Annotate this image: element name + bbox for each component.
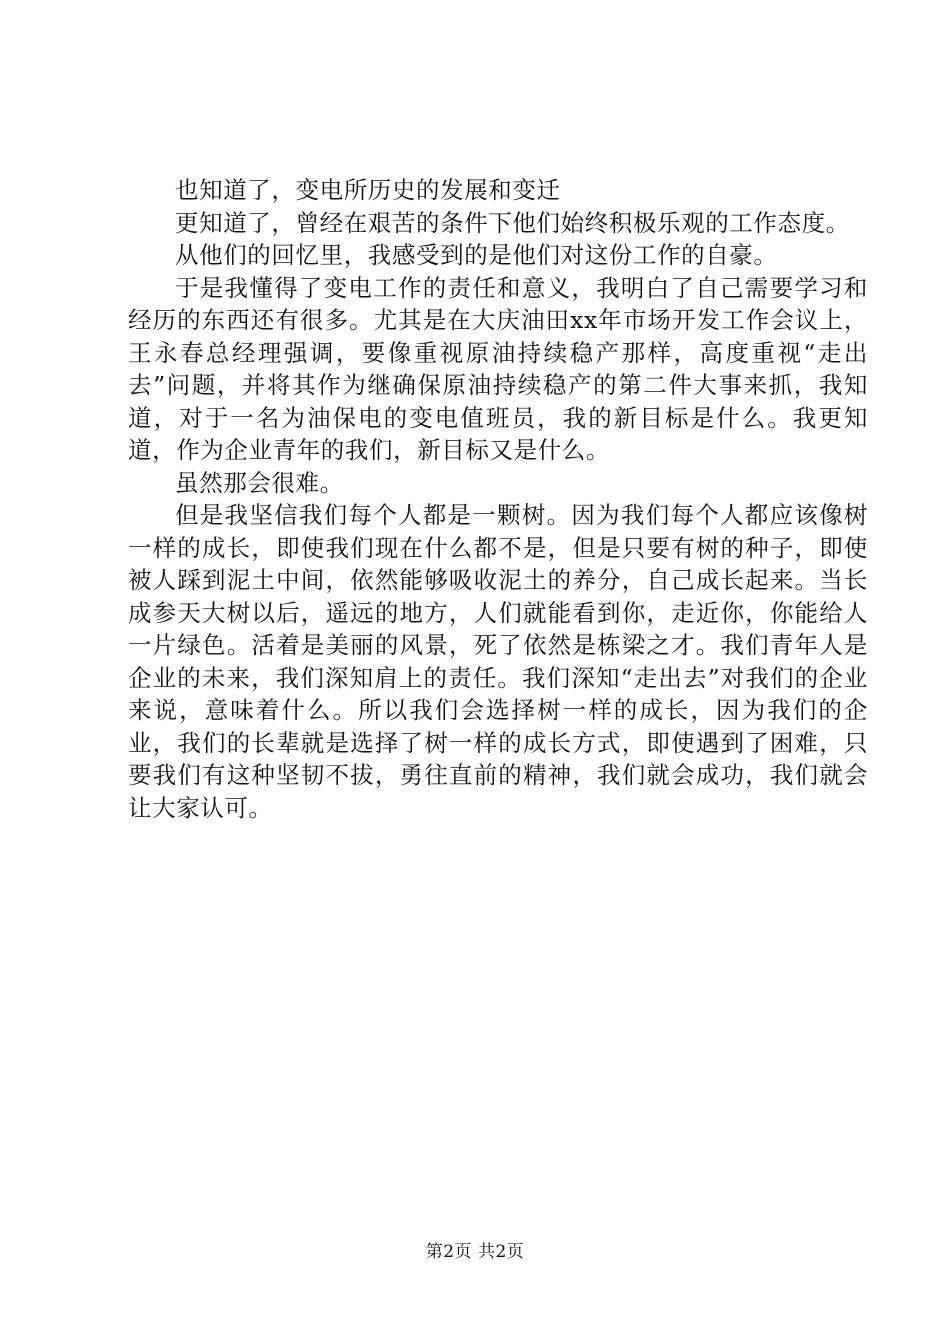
paragraph: 于是我懂得了变电工作的责任和意义，我明白了自己需要学习和经历的东西还有很多。尤其是在大庆油田xx年市场开发工作会议上，王永春总经理强调，要像重视原油持续稳产那样，高度重视“走出去”问题，并将其作为继确保原油持续稳产的第二件大事来抓，我知道，对于一名为油保电的变电值班员，我的新目标是什么。我更知道，作为企业青年的我们，新目标又是什么。 — [128, 273, 868, 464]
paragraph: 但是我坚信我们每个人都是一颗树。因为我们每个人都应该像树一样的成长，即使我们现在什么都不是，但是只要有树的种子，即使被人踩到泥土中间，依然能够吸收泥土的养分，自己成长起来。当长成参天大树以后，遥远的地方，人们就能看到你，走近你，你能给人一片绿色。活着是美丽的风景，死了依然是栋梁之才。我们青年人是企业的未来，我们深知肩上的责任。我们深知“走出去”对我们的企业来说，意味着什么。所以我们会选择树一样的成长，因为我们的企业，我们的长辈就是选择了树一样的成长方式，即使遇到了困难，只要我们有这种坚韧不拔，勇往直前的精神，我们就会成功，我们就会让大家认可。 — [128, 501, 868, 822]
paragraph: 从他们的回忆里，我感受到的是他们对这份工作的自豪。 — [175, 241, 778, 269]
paragraph: 也知道了，变电所历史的发展和变迁 — [175, 176, 561, 204]
page-number-footer: 第2页 共2页 — [425, 1242, 525, 1262]
paragraph: 虽然那会很难。 — [175, 468, 344, 497]
document-body — [128, 174, 868, 824]
paragraph: 更知道了，曾经在艰苦的条件下他们始终积极乐观的工作态度。 — [175, 208, 850, 237]
